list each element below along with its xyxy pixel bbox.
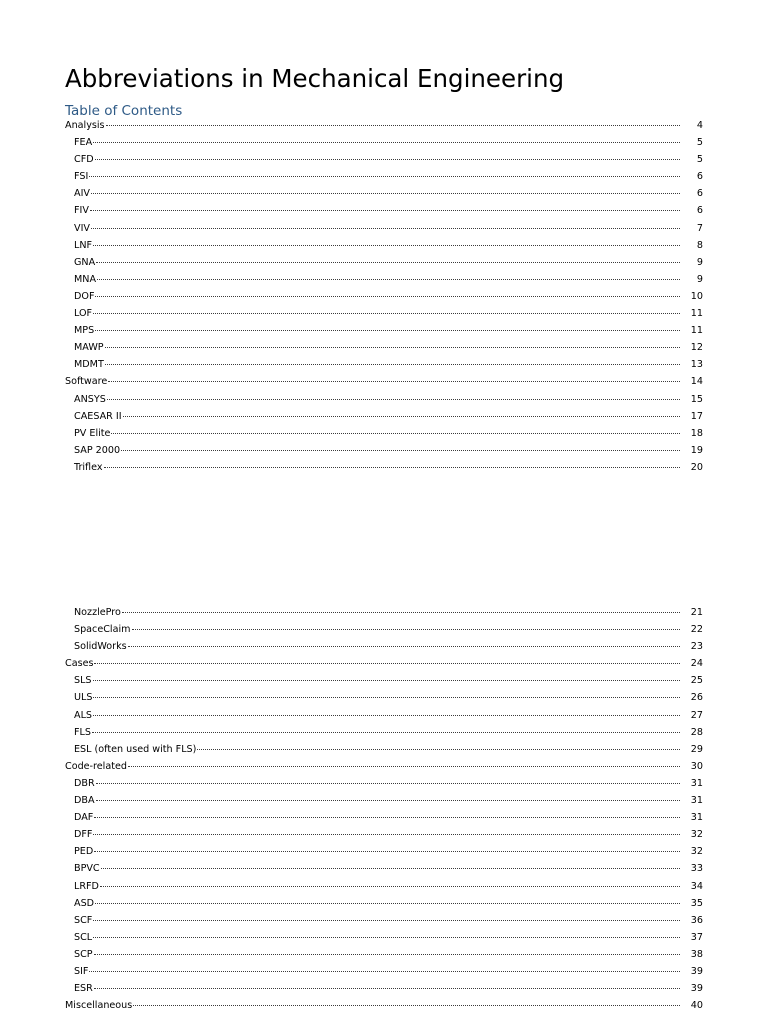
toc-entry-label: ESL (often used with FLS)	[74, 743, 197, 755]
toc-entry-label: LRFD	[74, 880, 99, 892]
toc-page-number: 13	[690, 359, 703, 371]
toc-subsection-entry[interactable]	[0, 220, 768, 237]
toc-entry-label: FLS	[74, 726, 91, 738]
toc-page-number: 39	[690, 983, 703, 995]
dot-leader	[93, 714, 680, 716]
toc-section-entry[interactable]	[0, 655, 768, 672]
toc-entry-label: DAF	[74, 812, 94, 824]
toc-entry-label: SCL	[74, 931, 93, 943]
toc-subsection-entry[interactable]	[0, 895, 768, 912]
toc-page-number: 28	[690, 726, 703, 738]
toc-subsection-entry[interactable]	[0, 339, 768, 356]
toc-page-number: 34	[690, 880, 703, 892]
toc-page-number: 40	[690, 1000, 703, 1012]
toc-entry-label: AIV	[74, 188, 90, 200]
toc-page-number: 22	[690, 624, 703, 636]
dot-leader	[105, 363, 680, 365]
toc-page-number: 35	[690, 897, 703, 909]
toc-subsection-entry[interactable]	[0, 254, 768, 271]
dot-leader	[90, 209, 680, 211]
toc-section-entry[interactable]	[0, 997, 768, 1014]
dot-leader	[96, 782, 680, 784]
toc-subsection-entry[interactable]	[0, 604, 768, 621]
dot-leader	[94, 662, 680, 664]
dot-leader	[93, 679, 680, 681]
toc-page-number: 31	[690, 795, 703, 807]
toc-entry-label: Analysis	[65, 120, 105, 131]
toc-entry-label: NozzlePro	[74, 607, 121, 618]
toc-page-number: 8	[696, 239, 703, 251]
toc-page-number: 30	[690, 760, 703, 772]
dot-leader	[93, 936, 680, 938]
toc-subsection-entry[interactable]	[0, 202, 768, 219]
toc-page-number: 37	[690, 931, 703, 943]
toc-page-number: 11	[690, 308, 703, 320]
toc-page-number: 39	[690, 965, 703, 977]
toc-subsection-entry[interactable]	[0, 860, 768, 877]
toc-page-number: 12	[690, 342, 703, 354]
toc-page-number: 4	[696, 120, 703, 131]
toc-entry-label: CAESAR II	[74, 410, 122, 422]
toc-subsection-entry[interactable]	[0, 843, 768, 860]
toc-entry-label: SIF	[74, 965, 89, 977]
toc-page-number: 26	[690, 692, 703, 704]
toc-subsection-entry[interactable]	[0, 305, 768, 322]
toc-entry-label: PV Elite	[74, 427, 111, 439]
dot-leader	[93, 696, 680, 698]
toc-entry-label: SAP 2000	[74, 444, 121, 456]
toc-subsection-entry[interactable]	[0, 237, 768, 254]
dot-leader	[93, 312, 680, 314]
toc-entry-label: MNA	[74, 273, 97, 285]
toc-entry-label: SLS	[74, 675, 92, 687]
toc-entry-label: Miscellaneous	[65, 1000, 133, 1012]
toc-subsection-entry[interactable]	[0, 408, 768, 425]
dot-leader	[107, 398, 680, 400]
toc-page-number: 5	[696, 154, 703, 166]
toc-entry-label: DBA	[74, 795, 95, 807]
toc-entry-label: GNA	[74, 256, 96, 268]
toc-page-number: 14	[690, 376, 703, 388]
toc-subsection-entry[interactable]	[0, 356, 768, 373]
dot-leader	[91, 192, 680, 194]
toc-subsection-entry[interactable]	[0, 689, 768, 706]
dot-leader	[108, 380, 680, 382]
toc-entry-label: BPVC	[74, 863, 100, 875]
toc-page-number: 29	[690, 743, 703, 755]
toc-subsection-entry[interactable]	[0, 826, 768, 843]
toc-subsection-entry[interactable]	[0, 672, 768, 689]
toc-entry-label: DOF	[74, 290, 95, 302]
toc-entry-label: VIV	[74, 222, 90, 234]
dot-leader	[133, 1004, 680, 1006]
dot-leader	[97, 278, 680, 280]
dot-leader	[94, 953, 680, 955]
toc-page-number: 5	[696, 137, 703, 149]
dot-leader	[101, 867, 680, 869]
toc-subsection-entry[interactable]	[0, 134, 768, 151]
toc-page-number: 6	[696, 188, 703, 200]
dot-leader	[106, 124, 680, 126]
dot-leader	[95, 902, 680, 904]
toc-page-number: 15	[690, 393, 703, 405]
toc-page-number: 38	[690, 948, 703, 960]
dot-leader	[132, 628, 681, 630]
toc-page-number: 9	[696, 256, 703, 268]
toc-page-number: 17	[690, 410, 703, 422]
toc-subsection-entry[interactable]	[0, 912, 768, 929]
toc-page-number: 21	[690, 607, 703, 618]
dot-leader	[95, 295, 680, 297]
dot-leader	[93, 833, 680, 835]
dot-leader	[93, 244, 680, 246]
toc-subsection-entry[interactable]	[0, 425, 768, 442]
toc-entry-label: SCF	[74, 914, 93, 926]
toc-entry-label: Cases	[65, 658, 94, 670]
toc-page-number: 9	[696, 273, 703, 285]
toc-entry-label: SolidWorks	[74, 641, 127, 653]
toc-entry-label: FIV	[74, 205, 89, 217]
dot-leader	[91, 227, 680, 229]
dot-leader	[94, 816, 680, 818]
toc-page-number: 25	[690, 675, 703, 687]
toc-page-number: 24	[690, 658, 703, 670]
toc-entry-label: FEA	[74, 137, 93, 149]
toc-entry-label: ESR	[74, 983, 93, 995]
toc-entry-label: ALS	[74, 709, 92, 721]
toc-page-number: 20	[690, 461, 703, 473]
dot-leader	[94, 850, 680, 852]
toc-page-number: 32	[690, 846, 703, 858]
toc-entry-label: DBR	[74, 777, 95, 789]
toc-heading: Table of Contents	[65, 103, 183, 119]
toc-section-entry[interactable]	[0, 373, 768, 390]
dot-leader	[94, 987, 680, 989]
toc-subsection-entry[interactable]	[0, 168, 768, 185]
toc-page-number: 32	[690, 829, 703, 841]
toc-subsection-entry[interactable]	[0, 288, 768, 305]
toc-page-number: 10	[690, 290, 703, 302]
toc-entry-label: DFF	[74, 829, 93, 841]
toc-page-number: 33	[690, 863, 703, 875]
dot-leader	[93, 919, 680, 921]
toc-list-page-1	[0, 117, 768, 476]
dot-leader	[89, 175, 680, 177]
toc-entry-label: Software	[65, 376, 108, 388]
toc-entry-label: ANSYS	[74, 393, 106, 405]
toc-page-number: 27	[690, 709, 703, 721]
dot-leader	[104, 466, 680, 468]
dot-leader	[105, 346, 680, 348]
toc-subsection-entry[interactable]	[0, 963, 768, 980]
toc-subsection-entry[interactable]	[0, 707, 768, 724]
toc-page-number: 31	[690, 812, 703, 824]
toc-subsection-entry[interactable]	[0, 980, 768, 997]
toc-entry-label: LOF	[74, 308, 93, 320]
dot-leader	[121, 449, 680, 451]
toc-subsection-entry[interactable]	[0, 271, 768, 288]
toc-page-number: 19	[690, 444, 703, 456]
document-title: Abbreviations in Mechanical Engineering	[65, 64, 565, 93]
toc-entry-label: CFD	[74, 154, 94, 166]
toc-section-entry[interactable]	[0, 117, 768, 134]
toc-entry-label: Code-related	[65, 760, 127, 772]
dot-leader	[95, 329, 680, 331]
dot-leader	[123, 415, 680, 417]
toc-page-number: 11	[690, 325, 703, 337]
dot-leader	[95, 158, 680, 160]
toc-list-page-2	[0, 604, 768, 1014]
toc-subsection-entry[interactable]	[0, 878, 768, 895]
toc-entry-label: MDMT	[74, 359, 104, 371]
toc-subsection-entry[interactable]	[0, 741, 768, 758]
toc-entry-label: LNF	[74, 239, 93, 251]
toc-subsection-entry[interactable]	[0, 724, 768, 741]
dot-leader	[96, 261, 680, 263]
toc-subsection-entry[interactable]	[0, 151, 768, 168]
toc-page-number: 36	[690, 914, 703, 926]
toc-entry-label: MPS	[74, 325, 95, 337]
toc-page-number: 6	[696, 205, 703, 217]
toc-subsection-entry[interactable]	[0, 322, 768, 339]
toc-subsection-entry[interactable]	[0, 792, 768, 809]
toc-subsection-entry[interactable]	[0, 442, 768, 459]
toc-section-entry[interactable]	[0, 758, 768, 775]
toc-entry-label: SCP	[74, 948, 93, 960]
toc-subsection-entry[interactable]	[0, 185, 768, 202]
dot-leader	[89, 970, 680, 972]
toc-subsection-entry[interactable]	[0, 459, 768, 476]
toc-subsection-entry[interactable]	[0, 809, 768, 826]
dot-leader	[92, 731, 680, 733]
dot-leader	[197, 748, 680, 750]
dot-leader	[100, 885, 680, 887]
toc-entry-label: Triflex	[74, 461, 103, 473]
toc-subsection-entry[interactable]	[0, 621, 768, 638]
dot-leader	[128, 645, 680, 647]
dot-leader	[93, 141, 680, 143]
toc-page-number: 6	[696, 171, 703, 183]
toc-page-number: 7	[696, 222, 703, 234]
dot-leader	[128, 765, 680, 767]
toc-page-number: 31	[690, 777, 703, 789]
toc-page-number: 23	[690, 641, 703, 653]
dot-leader	[111, 432, 680, 434]
toc-subsection-entry[interactable]	[0, 775, 768, 792]
toc-entry-label: ASD	[74, 897, 95, 909]
toc-entry-label: MAWP	[74, 342, 104, 354]
toc-subsection-entry[interactable]	[0, 929, 768, 946]
toc-entry-label: SpaceClaim	[74, 624, 131, 636]
dot-leader	[96, 799, 680, 801]
toc-subsection-entry[interactable]	[0, 638, 768, 655]
dot-leader	[122, 611, 680, 613]
toc-entry-label: ULS	[74, 692, 93, 704]
toc-page-number: 18	[690, 427, 703, 439]
toc-entry-label: FSI	[74, 171, 89, 183]
toc-subsection-entry[interactable]	[0, 391, 768, 408]
toc-entry-label: PED	[74, 846, 94, 858]
toc-subsection-entry[interactable]	[0, 946, 768, 963]
